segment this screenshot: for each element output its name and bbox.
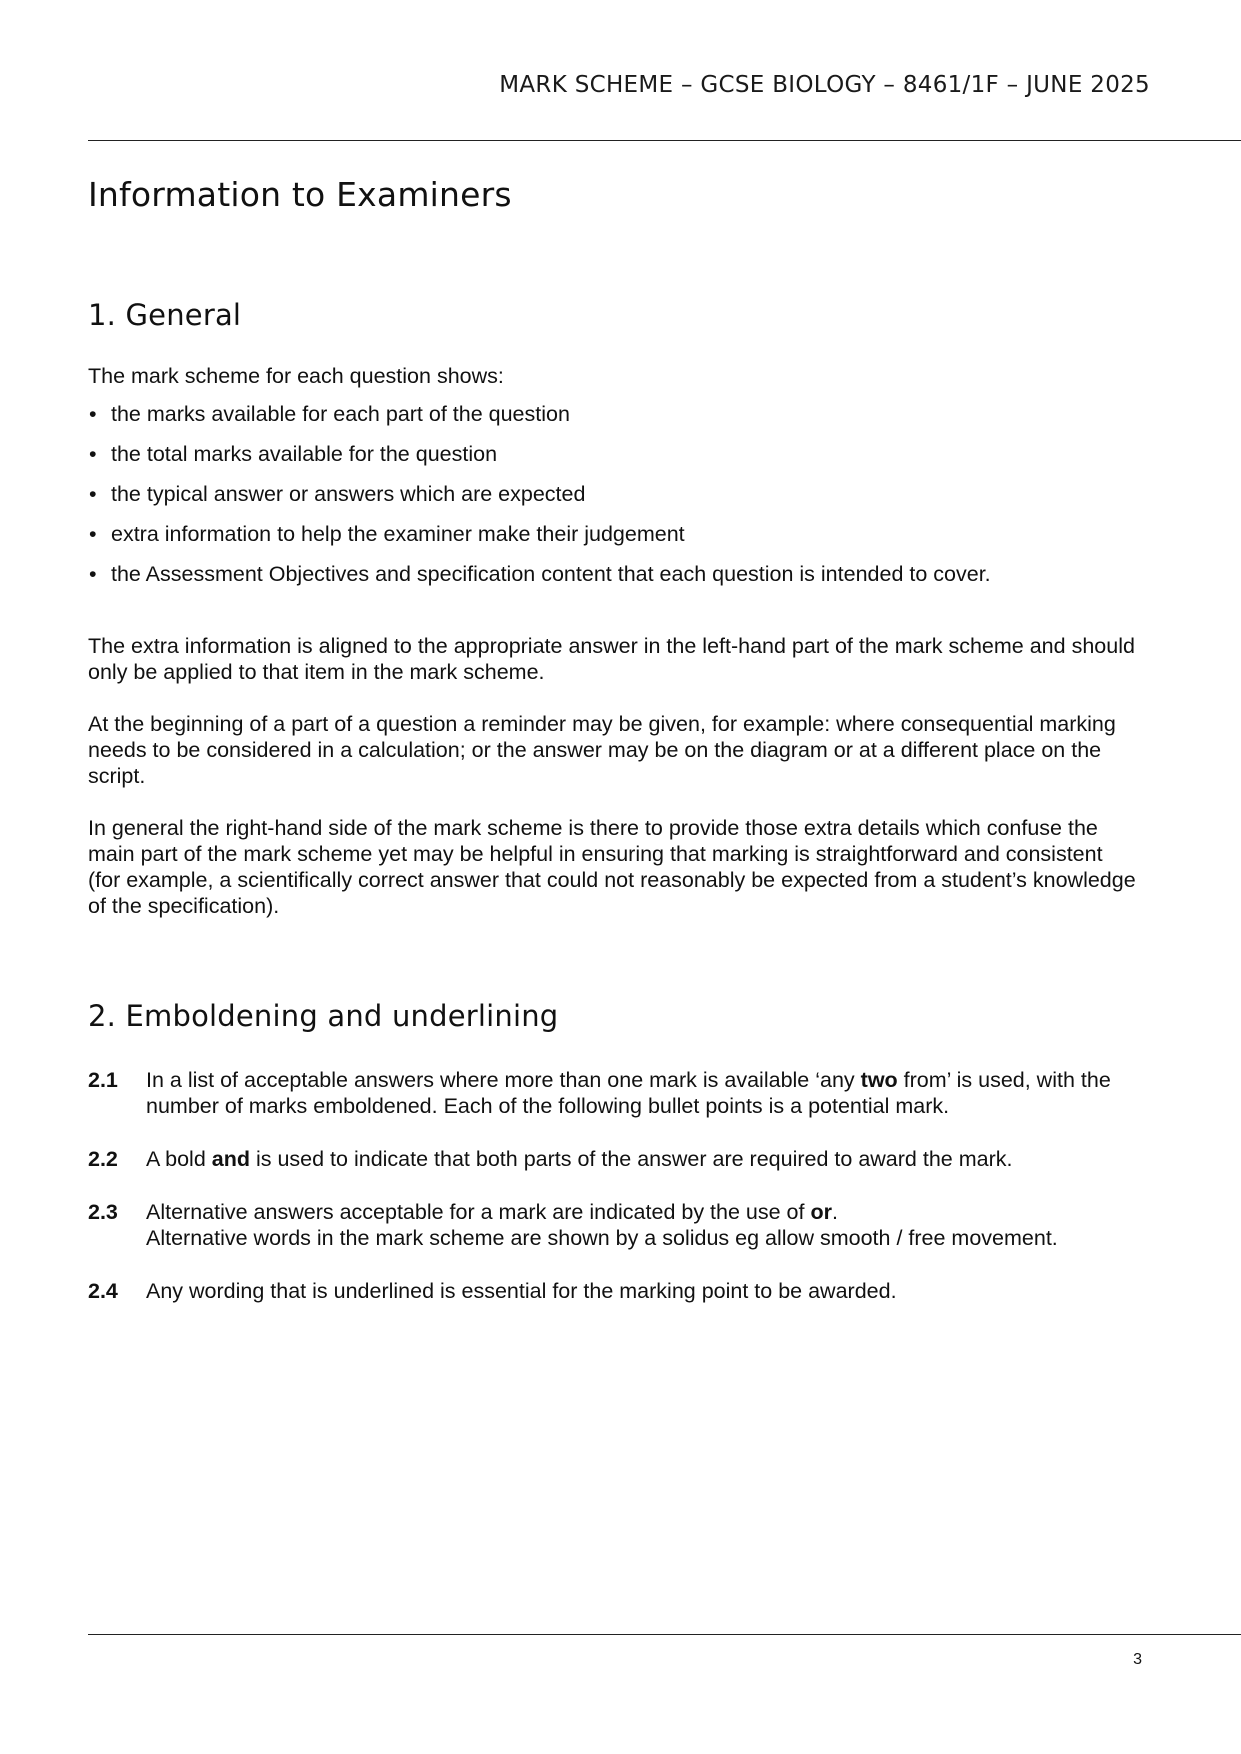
running-header: MARK SCHEME – GCSE BIOLOGY – 8461/1F – JUNE 2025 <box>499 72 1150 98</box>
bullet-icon: • <box>89 482 97 506</box>
list-item-text: the typical answer or answers which are expected <box>111 482 586 506</box>
list-item <box>88 561 1138 587</box>
list-item-text: extra information to help the examiner make their judgement <box>111 522 685 546</box>
item-number: 2.4 <box>88 1279 118 1303</box>
item-text-part: A bold <box>146 1147 212 1171</box>
list-item-text: the marks available for each part of the question <box>111 402 570 426</box>
page-number: 3 <box>1133 1651 1142 1668</box>
paragraph-reminder: At the beginning of a part of a question a reminder may be given, for example: where consequential marking needs to be considered in a calculation; or the answer may be on the diagram or at a different place on the script. <box>88 712 1116 788</box>
section-heading-general: 1. General <box>88 298 242 332</box>
list-item-2-1 <box>88 1067 1138 1119</box>
list-item <box>88 401 1138 427</box>
list-item-2-3 <box>88 1199 1138 1251</box>
bullet-icon: • <box>89 442 97 466</box>
bullet-icon: • <box>89 522 97 546</box>
general-intro: The mark scheme for each question shows: <box>88 364 504 388</box>
footer-divider <box>88 1634 1241 1635</box>
item-text-part: . <box>831 1200 838 1224</box>
item-text-part: is used to indicate that both parts of the answer are required to award the mark. <box>249 1147 1013 1171</box>
list-item-2-2 <box>88 1146 1138 1172</box>
page-content <box>88 175 1138 1331</box>
bullet-icon: • <box>89 562 97 586</box>
item-text: Any wording that is underlined is essential for the marking point to be awarded. <box>146 1279 897 1303</box>
item-text <box>146 1146 1138 1172</box>
item-number: 2.2 <box>88 1147 118 1171</box>
list-item-2-4 <box>88 1278 1138 1304</box>
shows-list <box>88 401 1138 587</box>
item-number: 2.3 <box>88 1200 118 1224</box>
page-title: Information to Examiners <box>88 175 512 214</box>
item-bold-word: and <box>211 1147 250 1171</box>
item-text <box>146 1199 1138 1251</box>
item-text-part: from’ is used, with the number of marks emboldened. Each of the following bullet points is a potential mark. <box>146 1068 1111 1118</box>
item-text-part: Alternative words in the mark scheme are shown by a solidus eg allow smooth / free movement. <box>146 1226 1058 1250</box>
item-text-part: In a list of acceptable answers where more than one mark is available ‘any <box>146 1068 861 1092</box>
paragraph-extra-information: The extra information is aligned to the appropriate answer in the left-hand part of the mark scheme and should only be applied to that item in the mark scheme. <box>88 634 1135 684</box>
section-heading-emboldening: 2. Emboldening and underlining <box>88 999 559 1033</box>
bullet-icon: • <box>89 402 97 426</box>
item-number: 2.1 <box>88 1068 118 1092</box>
emboldening-list <box>88 1067 1138 1304</box>
item-bold-word: two <box>860 1068 898 1092</box>
item-bold-word: or <box>810 1200 832 1224</box>
item-text <box>146 1067 1138 1119</box>
header-divider <box>88 140 1241 141</box>
paragraph-right-hand-side: In general the right-hand side of the mark scheme is there to provide those extra details which confuse the main part of the mark scheme yet may be helpful in ensuring that marking is straightforward and consistent (for example, a scientifically correct answer that could not reasonably be expected from a student’s knowledge of the specification). <box>88 816 1136 918</box>
list-item-text: the total marks available for the question <box>111 442 498 466</box>
list-item <box>88 481 1138 507</box>
item-text-part: Alternative answers acceptable for a mark are indicated by the use of <box>146 1200 811 1224</box>
list-item <box>88 441 1138 467</box>
list-item-text: the Assessment Objectives and specification content that each question is intended to cover. <box>111 562 991 586</box>
list-item <box>88 521 1138 547</box>
